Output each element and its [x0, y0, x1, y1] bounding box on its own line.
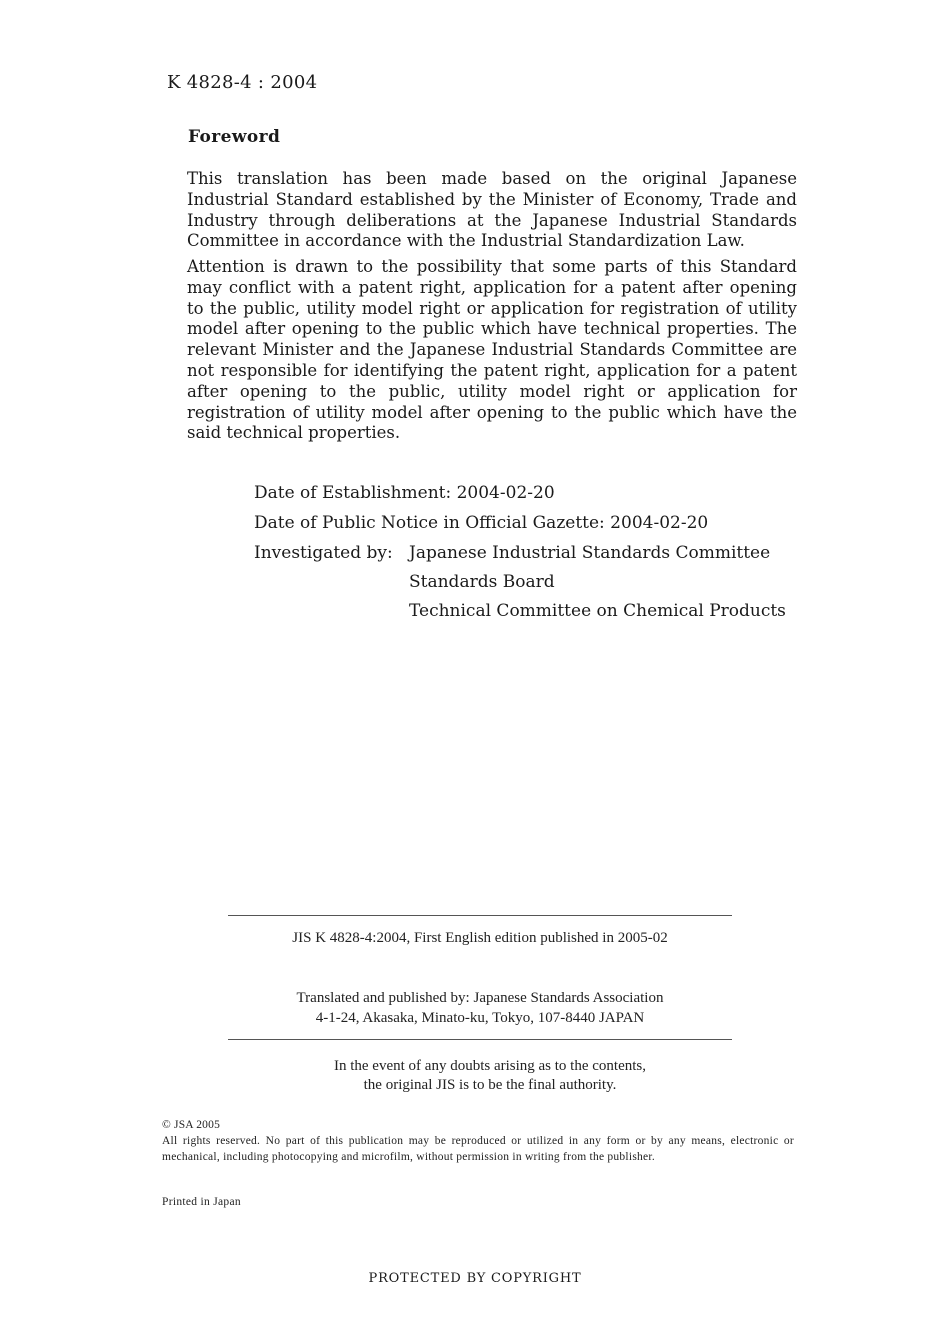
divider-middle [228, 1039, 732, 1040]
investigated-by-technical-committee: Technical Committee on Chemical Products [409, 601, 786, 621]
publisher-line-1: Translated and published by: Japanese Standards Association [296, 990, 664, 1006]
authority-notice [228, 1057, 752, 1095]
authority-notice-line-1: In the event of any doubts arising as to the contents, [333, 1058, 646, 1074]
foreword-paragraph-1: This translation has been made based on the original Japanese Industrial Standard established by the Minister of Economy, Trade and Industry through deliberations at the Japanese Industrial Standards Committee in accordance with the Industrial Standardization Law. [187, 169, 797, 251]
date-of-establishment: Date of Establishment: 2004-02-20 [254, 483, 555, 503]
foreword-title: Foreword [188, 127, 281, 147]
divider-top [228, 915, 732, 916]
edition-statement: JIS K 4828-4:2004, First English edition published in 2005-02 [292, 930, 668, 946]
protected-by-copyright-footer: PROTECTED BY COPYRIGHT [368, 1271, 582, 1286]
publisher-block [228, 988, 732, 1028]
investigated-by-committee: Japanese Industrial Standards Committee [409, 543, 771, 563]
publisher-address: 4-1-24, Akasaka, Minato-ku, Tokyo, 107-8440 JAPAN [315, 1010, 645, 1026]
copyright-notice: © JSA 2005 [162, 1119, 221, 1131]
printed-in: Printed in Japan [162, 1196, 241, 1208]
foreword-paragraph-2: Attention is drawn to the possibility that some parts of this Standard may conflict with a patent right, application for a patent after opening to the public, utility model right or application for registration of utility model after opening to the public which have technical properties. The relevant Minister and the Japanese Industrial Standards Committee are not responsible for identifying the patent right, application for a patent after opening to the public, utility model right or application for registration of utility model after opening to the public which have the said technical properties. [187, 257, 797, 443]
document-id: K 4828-4 : 2004 [167, 72, 318, 93]
date-of-public-notice: Date of Public Notice in Official Gazette: 2004-02-20 [254, 513, 709, 533]
rights-statement: All rights reserved. No part of this publication may be reproduced or utilized in any form or by any means, electronic or mechanical, including photocopying and microfilm, without permission in writing from the publisher. [162, 1135, 794, 1163]
investigated-by-board: Standards Board [409, 572, 555, 592]
investigated-by-label: Investigated by: [254, 543, 393, 563]
authority-notice-line-2: the original JIS is to be the final authority. [363, 1077, 617, 1093]
